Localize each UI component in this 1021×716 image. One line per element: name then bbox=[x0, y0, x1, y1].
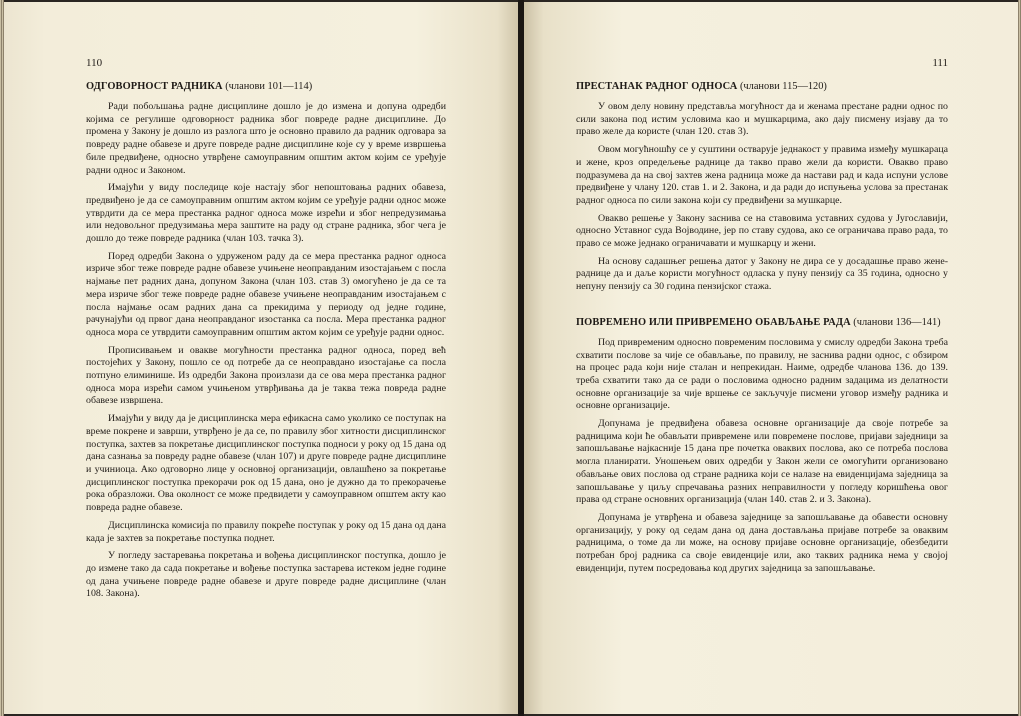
heading-title: ОДГОВОРНОСТ РАДНИКА bbox=[86, 81, 223, 92]
heading-articles: (чланови 101—114) bbox=[225, 81, 313, 92]
right-page bbox=[524, 2, 1018, 714]
paragraph: Под привременим односно повременим пословима у смислу одредби Закона треба схватити послове за чије се обављање, по правилу, не заснива радни однос, с обзиром на процес рада који није сталан и непрекидан. Наиме, одредбе чланова 136. до 139. треба схватити тако да се ради о пословима односно радним задацима из делатности основне организације за чије вршење се закључује писмени уговор између радника и основне организације. bbox=[576, 336, 948, 412]
paragraph: Дисциплинска комисија по правилу покреће поступак у року од 15 дана од дана када је захтев за покретање поступка поднет. bbox=[86, 519, 446, 544]
paragraph: Ради побољшања радне дисциплине дошло је до измена и допуна одредби којима се регулише одговорност радника због повреде радне дисциплине. До промена у Закону је дошло из разлога што је основно правило да радник одговара за повреду радне обавезе и друге повреде радне дисциплине које су у време извршења биле предвиђене, односно утврђене самоуправним општим актом којим се уређује радни однос и Законом. bbox=[86, 101, 446, 176]
left-page bbox=[4, 2, 518, 714]
page-number-left: 110 bbox=[86, 57, 103, 69]
paragraph: У овом делу новину представља могућност да и женама престане радни однос по сили закона под истим условима као и мушкарцима, ако дају писмену изјаву да то право желе да користе (члан 120. став 3). bbox=[576, 101, 948, 138]
page-number-right: 111 bbox=[932, 57, 948, 69]
paragraph: На основу садашњег решења датог у Закону не дира се у досадашње право жене-раднице да и даље користи могућност одласка у пуну пензију са 35 година, односно у непуну пензију са 30 година пензијског стажа. bbox=[576, 255, 948, 293]
paragraph: Допунама је предвиђена обавеза основне организације да своје потребе за радницима који ће обављати привремене или повремене послове, пријави заједници за запошљавање најкасније 15 дана пре почетка оваквих послова, ако се потреба послова могла планирати. Уношењем ових одредби у Закон жели се омогућити организовано обављање ових послова од стране радника који се налазе на евиденцијама заједница за запошљавање у циљу спречавања разних неправилности у погледу коришћења овог права од стране основних организација (члан 140. став 2. и 3. Закона). bbox=[576, 418, 948, 506]
paragraph: Овакво решење у Закону заснива се на ставовима уставних судова у Југославији, односно Уставног суда Војводине, јер по ставу судова, ако се ограничава право рада, то право се може једнако ограничавати и мушкарцу и жени. bbox=[576, 212, 948, 250]
right-page-text bbox=[576, 56, 948, 581]
section-heading-termination bbox=[576, 80, 948, 93]
paragraph: Поред одредби Закона о удруженом раду да се мера престанка радног односа изриче због теже повреде радне обавезе учињене неоправданим изостајањем с посла најмање пет радних дана, допуном Закона (члан 103. став 3) омогућено је да се та мера изриче због теже повреде радне обавезе учињене неоправданим изостајањем с посла најмање осам радних дана са прекидима у периоду од једне године, рачунајући од првог дана неоправданог изостанка са посла. Мера престанка радног односа мора се утврдити самоуправним општим актом којим се уређује радни однос. bbox=[86, 250, 446, 338]
paragraph: Имајући у виду да је дисциплинска мера ефикасна само уколико се поступак на време покрене и заврши, утврђено је да се, по правилу због хитности дисциплинског поступка, захтев за покретање дисциплинског поступка подноси у року од 15 дана од дана сазнања за повреду радне обавезе (члан 107) и друге повреде радне дисциплине и учиниоца. Ако одговорно лице у основној организацији, овлашћено за покретање дисциплинског поступка прекорачи рок од 15 дана, оно је дужно да то прекорачење рока образложи. Ова околност се може предвидети у самоуправном општем акту као повреда радне обавезе. bbox=[86, 413, 446, 514]
paragraph: Овом могућношћу се у суштини остварује једнакост у правима између мушкараца и жене, кроз опредељење раднице да такво право жели да користи. Овакво право подразумева да на свој захтев жена радница може да настави рад и када испуни услове предвиђене у члану 120. став 1. и 2. Закона, и да ради до испуњења услова за престанак радног односа по сили закона који су предвиђени за мушкарце. bbox=[576, 144, 948, 206]
section-heading-worker-responsibility bbox=[86, 80, 446, 93]
heading-articles: (чланови 136—141) bbox=[853, 316, 941, 328]
left-page-text bbox=[86, 56, 446, 606]
paragraph: У погледу застаревања покретања и вођења дисциплинског поступка, дошло је до измене тако да сада покретање и вођење поступка застарева истеком једне године од дана учињене повреде радне обавезе и друге повреде радне дисциплине (члан 108. Закона). bbox=[86, 550, 446, 600]
section-heading-temporary-work bbox=[576, 316, 948, 329]
heading-title: ПРЕСТАНАК РАДНОГ ОДНОСА bbox=[576, 81, 738, 92]
paragraph: Имајући у виду последице које настају због непоштовања радних обавеза, предвиђено је да се самоуправним општим актом којим се уређује радни однос може утврдити да се мера престанка радног односа може изрећи и због непредузимања или недовољног предузимања мера заштите на раду од стране радника, због чега је дошло до теже повреде радника (члан 103. тачка 3). bbox=[86, 182, 446, 245]
heading-title: ПОВРЕМЕНО ИЛИ ПРИВРЕМЕНО ОБАВЉАЊЕ РАДА bbox=[576, 316, 851, 328]
paragraph: Прописивањем и овакве могућности престанка радног односа, поред већ постојећих у Закону, пошло се од потребе да се неоправдано изостајање са посла потпуно елиминише. Из одредби Закона произлази да се ова мера престанка радног односа мора изрећи самом учињеном утврђивања да је таква тежа повреда радне обавезе извршена. bbox=[86, 344, 446, 407]
heading-articles: (чланови 115—120) bbox=[739, 81, 827, 92]
paragraph: Допунама је утврђена и обавеза заједнице за запошљавање да обавести основну организацију, у року од седам дана од дана достављања пријаве потребе за оваквим радницима, о томе да ли може, на основу пријаве основне организације, обезбедити потребан број радника са своје евиденције или, ако таквих радника нема у својој евиденцији, путем посредовања код других заједница за запошљавање. bbox=[576, 511, 948, 574]
